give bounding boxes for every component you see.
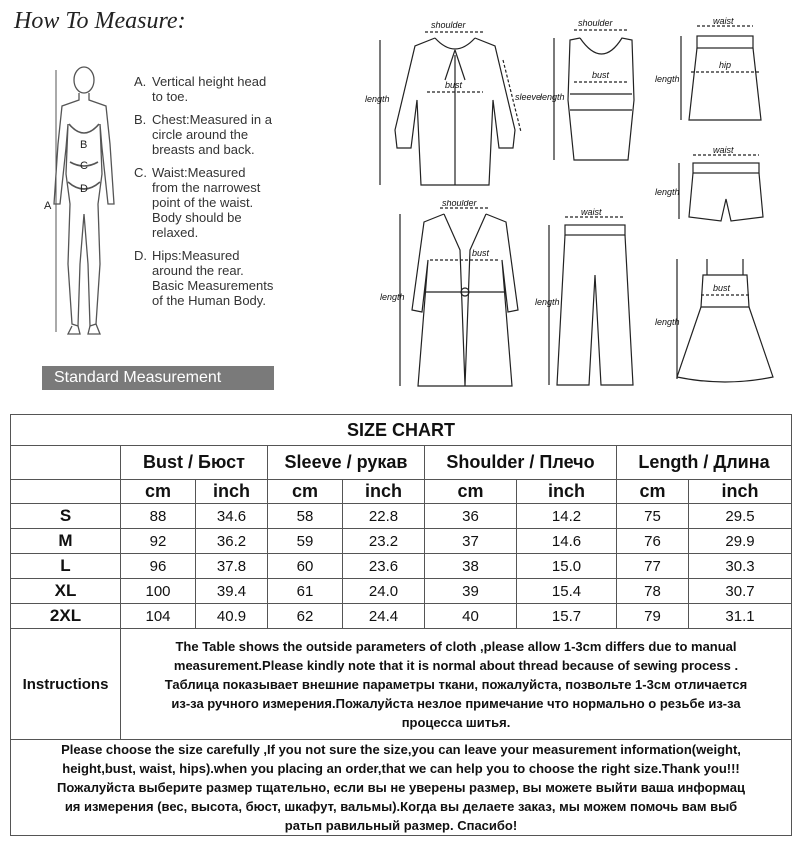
blouse-diagram-icon — [355, 10, 555, 195]
size-row-2xl — [11, 604, 792, 629]
measurement-definitions — [134, 74, 274, 316]
size-note-text: Please choose the size carefully ,If you not sure the size,you can leave your measurement information(weight, height,bust, waist, hips).when you placing an order,that we can help you to choose the right size.Thank you!!! Пожалуйста выберите размер тщательно, если вы не уверены размер, вы можете выйти ваша информац ия измерения (вес, высота, бюст, шкафут, вальмы).Когда вы делаете заказ, мы можем помочь вам выб ратьп равильный размер. Спасибо! — [11, 740, 792, 836]
definition-d: D. Hips:Measured around the rear. Basic Measurements of the Human Body. — [134, 248, 274, 308]
unit-inch: inch — [196, 480, 268, 504]
cell: 30.7 — [689, 579, 792, 604]
blouse-sleeve-label: sleeve — [515, 92, 542, 102]
cell: 24.0 — [343, 579, 425, 604]
dress-diagram-icon — [655, 245, 795, 395]
how-to-measure-section — [0, 0, 800, 400]
blouse-shoulder-label: shoulder — [431, 20, 466, 30]
instructions-label: Instructions — [11, 629, 121, 740]
cell: 60 — [268, 554, 343, 579]
cell: 15.4 — [517, 579, 617, 604]
header-sleeve: Sleeve / рукав — [268, 446, 425, 480]
tank-length-label: length — [540, 92, 565, 102]
size-row-xl — [11, 579, 792, 604]
size-row-s — [11, 504, 792, 529]
header-empty — [11, 446, 121, 480]
coat-length-label: length — [380, 292, 405, 302]
cell: 37 — [425, 529, 517, 554]
cell: 79 — [617, 604, 689, 629]
cell: 39 — [425, 579, 517, 604]
cell: 88 — [121, 504, 196, 529]
cell: 92 — [121, 529, 196, 554]
size-row-m — [11, 529, 792, 554]
unit-empty — [11, 480, 121, 504]
instructions-row — [11, 629, 792, 740]
cell: 22.8 — [343, 504, 425, 529]
body-measurement-panel — [12, 48, 274, 396]
header-bust: Bust / Бюст — [121, 446, 268, 480]
cell: 58 — [268, 504, 343, 529]
how-to-measure-title: How To Measure: — [14, 8, 186, 34]
unit-cm: cm — [268, 480, 343, 504]
dress-length-label: length — [655, 317, 680, 327]
cell: 15.7 — [517, 604, 617, 629]
cell: 37.8 — [196, 554, 268, 579]
unit-inch: inch — [517, 480, 617, 504]
skirt-waist-label: waist — [713, 16, 734, 26]
definition-c: C. Waist:Measured from the narrowest point of the waist. Body should be relaxed. — [134, 165, 261, 240]
cell: 36 — [425, 504, 517, 529]
instructions-text: The Table shows the outside parameters of cloth ,please allow 1-3cm differs due to manual measurement.Please kindly note that it is normal about thread because of sewing process . Таблица показывает внешние параметры ткани, пожалуйста, позвольте 1-3см отличается из-за ручного измерения.Пожалуйста незлое примечание что нормально о резьбе из-за процесса шитья. — [121, 629, 792, 740]
figure-label-b: B — [80, 139, 88, 151]
size-chart-title: SIZE CHART — [11, 415, 792, 446]
unit-inch: inch — [689, 480, 792, 504]
cell: 76 — [617, 529, 689, 554]
cell: 23.2 — [343, 529, 425, 554]
size-label: L — [11, 554, 121, 579]
size-label: S — [11, 504, 121, 529]
cell: 75 — [617, 504, 689, 529]
tank-bust-label: bust — [592, 70, 610, 80]
cell: 96 — [121, 554, 196, 579]
unit-cm: cm — [121, 480, 196, 504]
cell: 104 — [121, 604, 196, 629]
cell: 30.3 — [689, 554, 792, 579]
shorts-length-label: length — [655, 187, 680, 197]
cell: 34.6 — [196, 504, 268, 529]
size-note-row — [11, 740, 792, 836]
tank-top-diagram-icon — [540, 10, 660, 195]
dress-bust-label: bust — [713, 283, 731, 293]
definition-b: B. Chest:Measured in a circle around the breasts and back. — [134, 112, 272, 157]
cell: 100 — [121, 579, 196, 604]
cell: 38 — [425, 554, 517, 579]
cell: 29.5 — [689, 504, 792, 529]
cell: 78 — [617, 579, 689, 604]
garment-diagrams — [355, 10, 795, 395]
tank-shoulder-label: shoulder — [578, 18, 613, 28]
cell: 36.2 — [196, 529, 268, 554]
figure-label-a: A — [44, 200, 52, 212]
figure-label-d: D — [80, 183, 88, 195]
unit-cm: cm — [617, 480, 689, 504]
pants-waist-label: waist — [581, 207, 602, 217]
standard-measurement-bar: Standard Measurement — [42, 366, 274, 390]
cell: 39.4 — [196, 579, 268, 604]
blouse-length-label: length — [365, 94, 390, 104]
skirt-diagram-icon — [655, 10, 795, 145]
cell: 14.2 — [517, 504, 617, 529]
header-shoulder: Shoulder / Плечо — [425, 446, 617, 480]
skirt-length-label: length — [655, 74, 680, 84]
cell: 24.4 — [343, 604, 425, 629]
pants-diagram-icon — [535, 205, 655, 395]
blouse-bust-label: bust — [445, 80, 463, 90]
unit-cm: cm — [425, 480, 517, 504]
shorts-waist-label: waist — [713, 145, 734, 155]
size-chart-table — [10, 414, 792, 836]
cell: 29.9 — [689, 529, 792, 554]
definition-a: A. Vertical height head to toe. — [134, 74, 267, 104]
pants-length-label: length — [535, 297, 560, 307]
coat-diagram-icon — [380, 200, 550, 395]
cell: 23.6 — [343, 554, 425, 579]
coat-bust-label: bust — [472, 248, 490, 258]
size-label: XL — [11, 579, 121, 604]
skirt-hip-label: hip — [719, 60, 732, 70]
size-row-l — [11, 554, 792, 579]
cell: 40 — [425, 604, 517, 629]
cell: 31.1 — [689, 604, 792, 629]
size-label: M — [11, 529, 121, 554]
cell: 77 — [617, 554, 689, 579]
size-label: 2XL — [11, 604, 121, 629]
body-figure-icon — [22, 64, 137, 374]
cell: 15.0 — [517, 554, 617, 579]
header-length: Length / Длина — [617, 446, 792, 480]
unit-inch: inch — [343, 480, 425, 504]
shorts-diagram-icon — [655, 145, 795, 235]
cell: 59 — [268, 529, 343, 554]
cell: 62 — [268, 604, 343, 629]
cell: 14.6 — [517, 529, 617, 554]
coat-shoulder-label: shoulder — [442, 200, 477, 208]
cell: 40.9 — [196, 604, 268, 629]
cell: 61 — [268, 579, 343, 604]
figure-label-c: C — [80, 160, 88, 172]
